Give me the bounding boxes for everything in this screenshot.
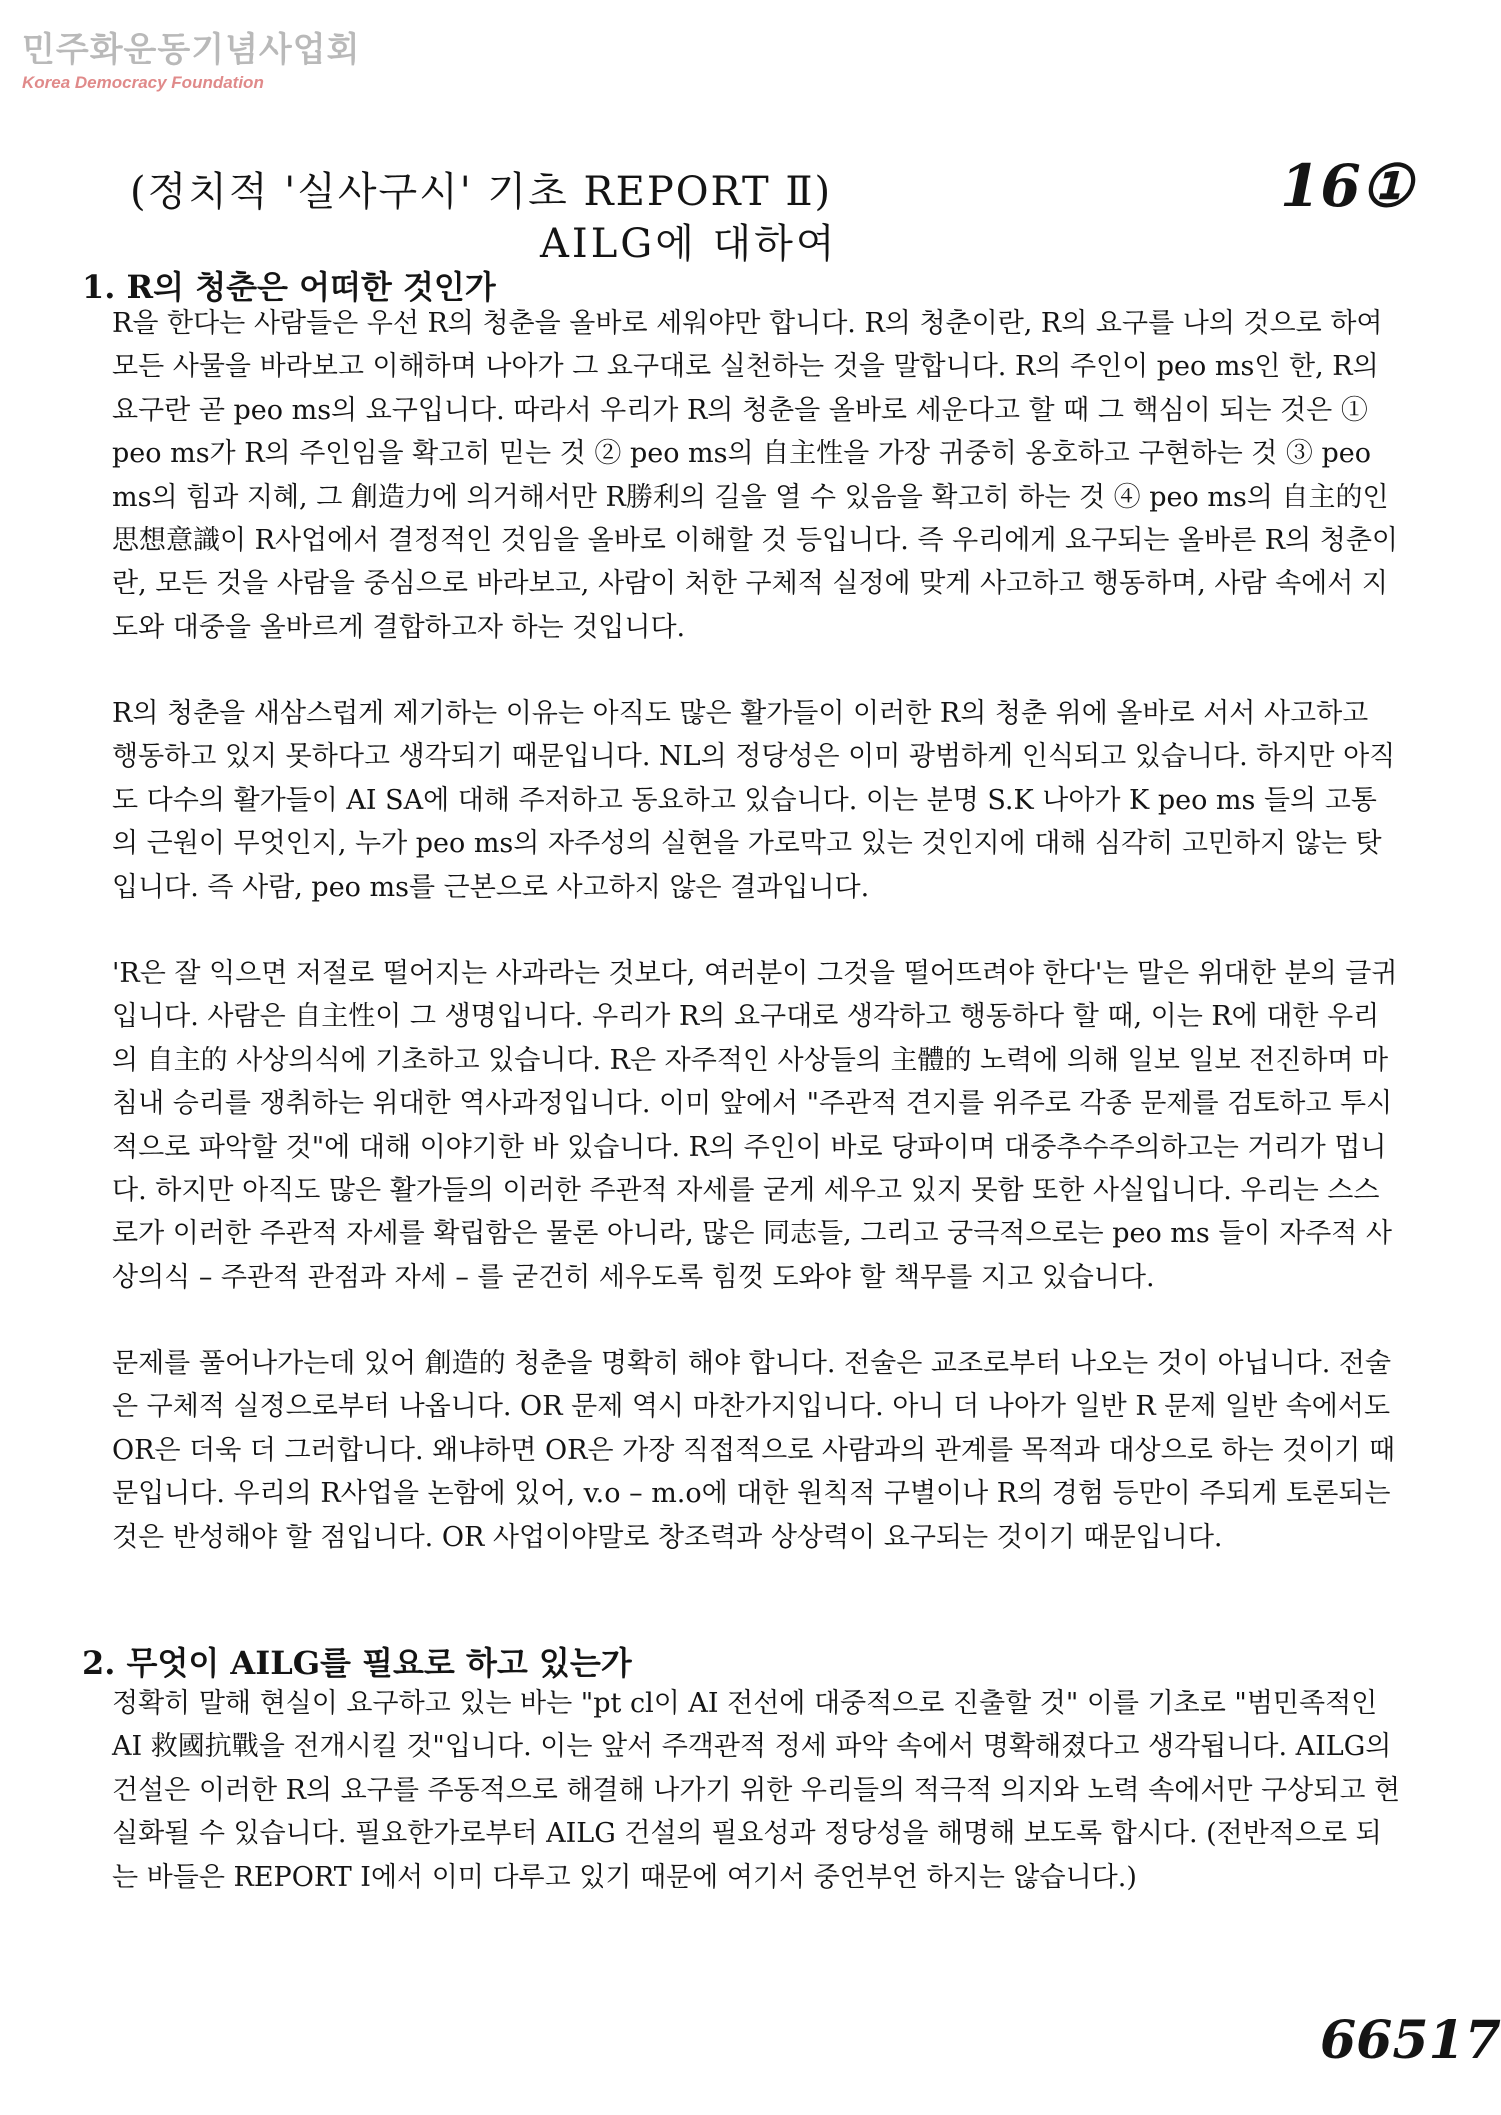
watermark-korean: 민주화운동기념사업회	[22, 30, 361, 70]
paragraph-3: 'R은 잘 익으면 저절로 떨어지는 사과라는 것보다, 여러분이 그것을 떨어뜨려야 한다'는 말은 위대한 분의 글귀입니다. 사람은 自主性이 그 생명입니다. 우리가 R의 요구대로 생각하고 행동하다 할 때, 이는 R에 대한 우리의 自主的 사상의식에 기초하고 있습니다. R은 자주적인 사상들의 主體的 노력에 의해 일보 일보 전진하며 마침내 승리를 쟁취하는 위대한 역사과정입니다. 이미 앞에서 "주관적 견지를 위주로 각종 문제를 검토하고 투시적으로 파악할 것"에 대해 이야기한 바 있습니다. R의 주인이 바로 당파이며 대중추수주의하고는 거리가 멉니다. 하지만 아직도 많은 활가들의 이러한 주관적 자세를 굳게 세우고 있지 못함 또한 사실입니다. 우리는 스스로가 이러한 주관적 자세를 확립함은 물론 아니라, 많은 同志들, 그리고 궁극적으로는 peo ms 들이 자주적 사상의식 – 주관적 관점과 자세 – 를 굳건히 세우도록 힘껏 도와야 할 책무를 지고 있습니다.	[112, 958, 1398, 1293]
page-number-top: 16①	[1280, 152, 1413, 220]
document-subtitle: (정치적 '실사구시' 기초 REPORT Ⅱ)	[130, 169, 833, 215]
paragraph-1: R을 한다는 사람들은 우선 R의 청춘을 올바로 세워야만 합니다. R의 청춘이란, R의 요구를 나의 것으로 하여 모든 사물을 바라보고 이해하며 나아가 그 요구대로 실천하는 것을 말합니다. R의 주인이 peo ms인 한, R의 요구란 곧 peo ms의 요구입니다. 따라서 우리가 R의 청춘을 올바로 세운다고 할 때 그 핵심이 되는 것은 ① peo ms가 R의 주인임을 확고히 믿는 것 ② peo ms의 自主性을 가장 귀중히 옹호하고 구현하는 것 ③ peo ms의 힘과 지혜, 그 創造力에 의거해서만 R勝利의 길을 열 수 있음을 확고히 하는 것 ④ peo ms의 自主的인 思想意識이 R사업에서 결정적인 것임을 올바로 이해할 것 등입니다. 즉 우리에게 요구되는 올바른 R의 청춘이란, 모든 것을 사람을 중심으로 바라보고, 사람이 처한 구체적 실정에 맞게 사고하고 행동하며, 사람 속에서 지도와 대중을 올바르게 결합하고자 하는 것입니다.	[112, 308, 1399, 643]
section-heading-2: 2. 무엇이 AILG를 필요로 하고 있는가	[82, 1644, 632, 1682]
paragraph-4: 문제를 풀어나가는데 있어 創造的 청춘을 명확히 해야 합니다. 전술은 교조로부터 나오는 것이 아닙니다. 전술은 구체적 실정으로부터 나옵니다. OR 문제 역시 마찬가지입니다. 아니 더 나아가 일반 R 문제 일반 속에서도 OR은 더욱 더 그러합니다. 왜냐하면 OR은 가장 직접적으로 사람과의 관계를 목적과 대상으로 하는 것이기 때문입니다. 우리의 R사업을 논함에 있어, v.o – m.o에 대한 원칙적 구별이나 R의 경험 등만이 주되게 토론되는 것은 반성해야 할 점입니다. OR 사업이야말로 창조력과 상상력이 요구되는 것이기 때문입니다.	[112, 1348, 1396, 1553]
watermark-english: Korea Democracy Foundation	[22, 73, 264, 92]
page-number-bottom: 66517	[1320, 2010, 1501, 2071]
watermark	[22, 22, 360, 93]
paragraph-5: 정확히 말해 현실이 요구하고 있는 바는 "pt cl이 AI 전선에 대중적으로 진출할 것" 이를 기초로 "범민족적인 AI 救國抗戰을 전개시킬 것"입니다. 이는 앞서 주객관적 정세 파악 속에서 명확해졌다고 생각됩니다. AILG의 건설은 이러한 R의 요구를 주동적으로 해결해 나가기 위한 우리들의 적극적 의지와 노력 속에서만 구상되고 현실화될 수 있습니다. 필요한가로부터 AILG 건설의 필요성과 정당성을 해명해 보도록 합시다. (전반적으로 되는 바들은 REPORT Ⅰ에서 이미 다루고 있기 때문에 여기서 중언부언 하지는 않습니다.)	[112, 1688, 1401, 1893]
paragraph-2: R의 청춘을 새삼스럽게 제기하는 이유는 아직도 많은 활가들이 이러한 R의 청춘 위에 올바로 서서 사고하고 행동하고 있지 못하다고 생각되기 때문입니다. NL의 정당성은 이미 광범하게 인식되고 있습니다. 하지만 아직도 다수의 활가들이 AI SA에 대해 주저하고 동요하고 있습니다. 이는 분명 S.K 나아가 K peo ms 들의 고통의 근원이 무엇인지, 누가 peo ms의 자주성의 실현을 가로막고 있는 것인지에 대해 심각히 고민하지 않는 탓입니다. 즉 사람, peo ms를 근본으로 사고하지 않은 결과입니다.	[112, 698, 1396, 903]
section-heading-1: 1. R의 청춘은 어떠한 것인가	[82, 268, 496, 306]
document-title: AILG에 대하여	[540, 221, 838, 267]
